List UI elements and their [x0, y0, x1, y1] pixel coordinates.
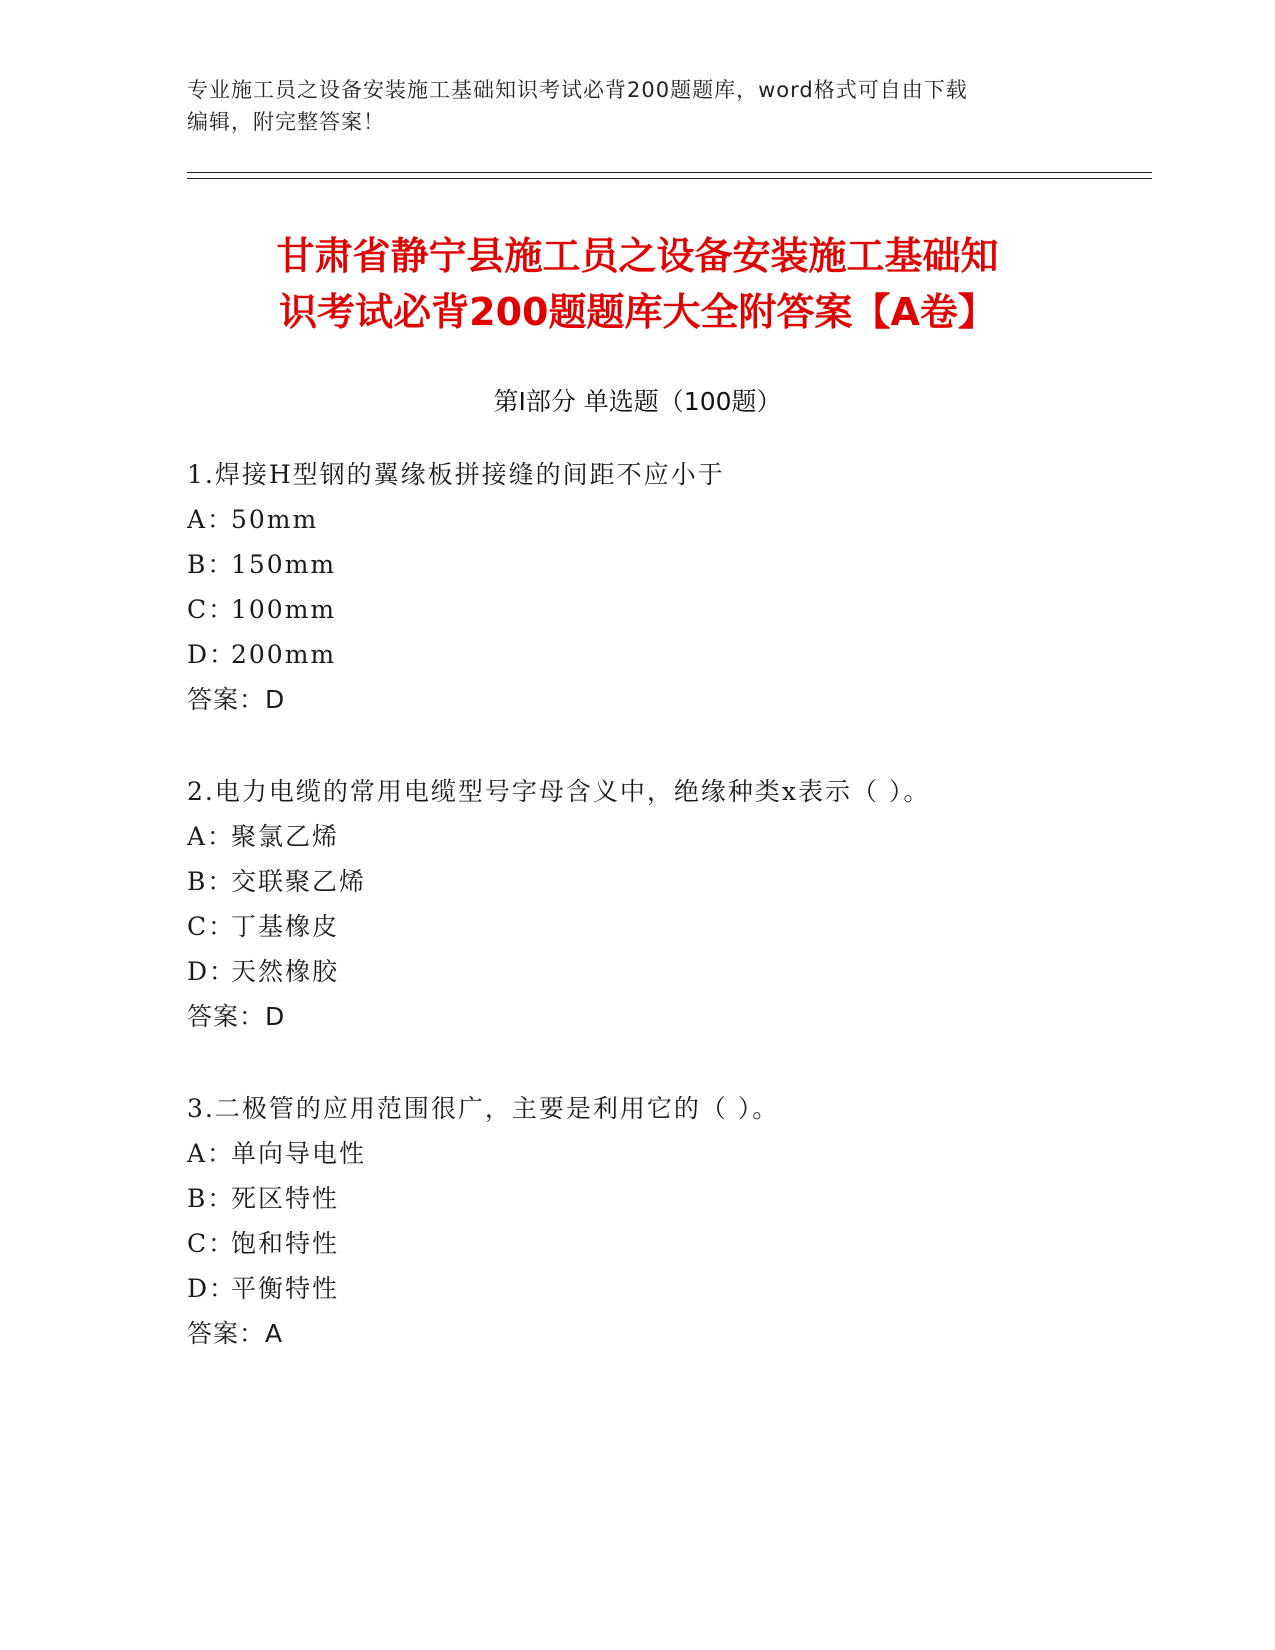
option-key: D：	[187, 957, 237, 986]
option-text: 50mm	[231, 505, 319, 534]
answer-line: 答案：D	[187, 685, 286, 714]
question-1	[187, 452, 1147, 722]
header-divider-bottom	[187, 178, 1152, 179]
option-key: B：	[187, 1184, 235, 1213]
option-a	[187, 497, 1147, 542]
option-c	[187, 587, 1147, 632]
option-b	[187, 542, 1147, 587]
option-text: 丁基橡皮	[231, 912, 340, 941]
option-c	[187, 1221, 1147, 1266]
option-b	[187, 859, 1147, 904]
option-d	[187, 632, 1147, 677]
header-note-line-1: 专业施工员之设备安装施工基础知识考试必背200题题库，word格式可自由下载	[187, 78, 968, 102]
option-key: A：	[187, 505, 235, 534]
option-key: A：	[187, 822, 235, 851]
option-key: D：	[187, 640, 237, 669]
option-d	[187, 949, 1147, 994]
option-text: 聚氯乙烯	[231, 822, 340, 851]
document-title-line-2: 识考试必背200题题库大全附答案【A卷】	[279, 290, 996, 334]
option-text: 饱和特性	[231, 1229, 340, 1258]
option-text: 平衡特性	[231, 1274, 340, 1303]
option-text: 交联聚乙烯	[231, 867, 367, 896]
option-b	[187, 1176, 1147, 1221]
question-stem: 1.焊接H型钢的翼缘板拼接缝的间距不应小于	[187, 460, 725, 489]
option-key: C：	[187, 595, 236, 624]
option-text: 单向导电性	[231, 1139, 367, 1168]
answer-line: 答案：D	[187, 1002, 286, 1031]
option-text: 天然橡胶	[231, 957, 340, 986]
option-text: 150mm	[231, 550, 337, 579]
option-key: C：	[187, 1229, 236, 1258]
answer-line: 答案：A	[187, 1319, 284, 1348]
option-text: 死区特性	[231, 1184, 340, 1213]
question-stem: 3.二极管的应用范围很广，主要是利用它的（ ）。	[187, 1094, 780, 1123]
question-3	[187, 1086, 1147, 1356]
document-title	[0, 228, 1275, 340]
option-text: 200mm	[231, 640, 337, 669]
option-text: 100mm	[231, 595, 337, 624]
header-note	[187, 74, 1087, 138]
option-a	[187, 1131, 1147, 1176]
option-key: B：	[187, 867, 235, 896]
option-key: B：	[187, 550, 235, 579]
header-divider-top	[187, 172, 1152, 173]
option-key: D：	[187, 1274, 237, 1303]
option-c	[187, 904, 1147, 949]
option-key: C：	[187, 912, 236, 941]
header-note-line-2: 编辑，附完整答案！	[187, 110, 385, 134]
option-key: A：	[187, 1139, 235, 1168]
section-heading: 第Ⅰ部分 单选题（100题）	[493, 387, 782, 416]
option-d	[187, 1266, 1147, 1311]
option-a	[187, 814, 1147, 859]
question-stem: 2.电力电缆的常用电缆型号字母含义中，绝缘种类x表示（ ）。	[187, 777, 931, 806]
question-2	[187, 769, 1147, 1039]
document-title-line-1: 甘肃省静宁县施工员之设备安装施工基础知	[276, 234, 999, 278]
